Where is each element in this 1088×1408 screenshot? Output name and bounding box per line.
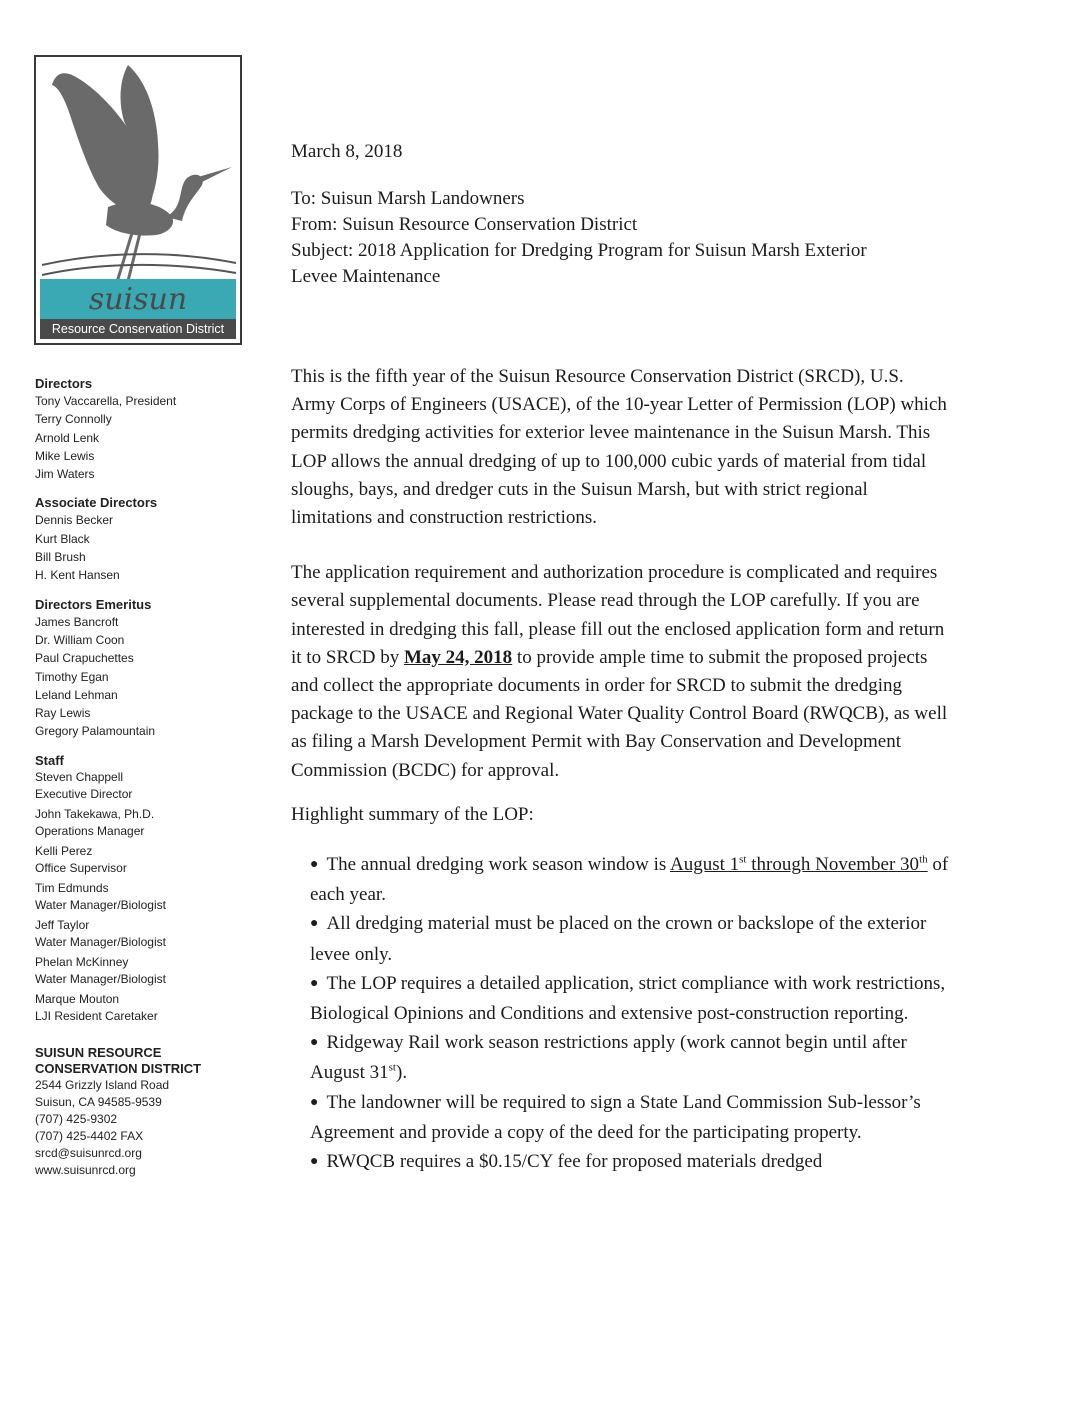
- bullet-icon: ●: [310, 975, 319, 991]
- bullet-icon: ●: [310, 1094, 319, 1110]
- staff-group: [35, 752, 255, 1025]
- bullet-icon: ●: [310, 1154, 319, 1170]
- org-website: www.suisunrcd.org: [35, 1162, 136, 1177]
- staff-name: Marque Mouton: [35, 991, 120, 1006]
- ordinal-suffix: th: [919, 853, 928, 866]
- staff-title: Operations Manager: [35, 823, 145, 838]
- staff-title: Water Manager/Biologist: [35, 897, 166, 912]
- bullet-icon: ●: [310, 1035, 319, 1051]
- letter-header: [291, 186, 951, 290]
- heron-neck-shape: [166, 175, 203, 221]
- application-deadline: May 24, 2018: [403, 646, 513, 668]
- director-name: Tony Vaccarella, President: [35, 394, 177, 408]
- logo-script-text: suisun: [88, 282, 188, 317]
- emeritus-name: Leland Lehman: [35, 687, 118, 702]
- bullet-text: All dredging material must be placed on the crown or backslope of the exterior levee only.: [310, 913, 927, 965]
- director-name: Jim Waters: [35, 467, 95, 482]
- marsh-lines-shape: [42, 254, 236, 275]
- org-address-street: 2544 Grizzly Island Road: [35, 1077, 170, 1092]
- bullet-text: RWQCB requires a $0.15/CY fee for proposed materials dredged: [326, 1151, 823, 1173]
- work-window-dates: [670, 854, 928, 875]
- bullet-text: ).: [396, 1062, 408, 1084]
- org-fax: (707) 425-4402 FAX: [35, 1128, 144, 1143]
- letter-from: From: Suisun Resource Conservation District: [291, 214, 638, 235]
- bullet-text: The landowner will be required to sign a State Land Commission Sub-lessor’s Agreement and provide a copy of the deed for the participating property.: [310, 1091, 921, 1143]
- emeritus-name: James Bancroft: [35, 614, 119, 629]
- emeritus-name: Dr. William Coon: [35, 632, 125, 647]
- org-address-city: Suisun, CA 94585-9539: [35, 1094, 162, 1109]
- staff-title: Office Supervisor: [35, 860, 127, 875]
- staff-member: [35, 806, 255, 840]
- letter-subject-line2: Levee Maintenance: [291, 266, 441, 287]
- staff-member: [35, 769, 255, 803]
- staff-member: [35, 880, 255, 914]
- staff-name: Phelan McKinney: [35, 954, 129, 969]
- highlight-intro: Highlight summary of the LOP:: [291, 803, 534, 825]
- letter-date: March 8, 2018: [291, 141, 403, 162]
- org-name-line2: CONSERVATION DISTRICT: [35, 1060, 202, 1076]
- list-item: [310, 1029, 951, 1087]
- paragraph-application: [291, 559, 951, 785]
- heron-body-shape: [106, 202, 173, 235]
- list-item: [310, 1089, 951, 1147]
- associate-directors-group: [35, 494, 255, 584]
- associate-directors-heading: Associate Directors: [35, 495, 158, 511]
- directors-emeritus-heading: Directors Emeritus: [35, 596, 152, 612]
- org-contact-block: [35, 1045, 255, 1179]
- associate-director-name: Kurt Black: [35, 531, 90, 546]
- director-name: Arnold Lenk: [35, 430, 100, 445]
- associate-director-name: H. Kent Hansen: [35, 568, 120, 583]
- paragraph-intro: This is the fifth year of the Suisun Resource Conservation District (SRCD), U.S. Army Corps of Engineers (USACE), of the 10-year Letter of Permission (LOP) which permits dredging activities for exterior levee maintenance in the Suisun Marsh. This LOP allows the annual dredging of up to 100,000 cubic yards of material from tidal sloughs, bays, and dredger cuts in the Suisun Marsh, but with strict regional limitations and construction restrictions.: [291, 366, 947, 529]
- heron-beak-shape: [198, 167, 232, 183]
- sidebar: [35, 375, 255, 1179]
- bullet-text: The LOP requires a detailed application, strict compliance with work restrictions, Biological Opinions and Conditions and extensive post-construction reporting.: [310, 972, 946, 1025]
- paragraph-application-text-2: to provide ample time to submit the proposed projects and collect the appropriate documents in order for SRCD to submit the dredging package to the USACE and Regional Water Quality Control Board (RWQCB), as well as filing a Marsh Development Permit with Bay Conservation and Development Commission (BCDC) for approval.: [291, 646, 948, 781]
- staff-name: John Takekawa, Ph.D.: [35, 806, 155, 821]
- staff-title: Water Manager/Biologist: [35, 934, 166, 949]
- heron-logo-graphic: [36, 57, 240, 343]
- staff-member: [35, 843, 255, 877]
- letter-to: To: Suisun Marsh Landowners: [291, 188, 525, 209]
- highlight-list: [291, 851, 951, 1178]
- logo: [34, 55, 242, 345]
- letter-body: [291, 138, 951, 1179]
- directors-heading: Directors: [35, 376, 93, 391]
- logo-caption: Resource Conservation District: [40, 319, 236, 339]
- staff-heading: Staff: [35, 752, 64, 768]
- director-name: Terry Connolly: [35, 412, 112, 427]
- ordinal-suffix: st: [388, 1062, 396, 1075]
- staff-title: Executive Director: [35, 786, 133, 801]
- staff-name: Steven Chappell: [35, 769, 124, 784]
- list-item: [310, 910, 951, 968]
- window-start: August 1: [670, 854, 740, 876]
- emeritus-name: Paul Crapuchettes: [35, 651, 134, 666]
- director-name: Mike Lewis: [35, 448, 95, 463]
- directors-group: [35, 375, 255, 483]
- emeritus-name: Gregory Palamountain: [35, 724, 156, 739]
- bullet-text: The annual dredging work season window is: [326, 854, 670, 876]
- staff-title: Water Manager/Biologist: [35, 971, 166, 986]
- window-end: through November 30: [746, 854, 920, 876]
- staff-name: Jeff Taylor: [35, 917, 90, 932]
- org-phone: (707) 425-9302: [35, 1111, 118, 1126]
- emeritus-name: Ray Lewis: [35, 706, 91, 721]
- staff-title: LJI Resident Caretaker: [35, 1008, 158, 1023]
- list-item: [310, 970, 951, 1028]
- staff-member: [35, 954, 255, 988]
- ordinal-suffix: st: [739, 853, 747, 866]
- staff-name: Kelli Perez: [35, 843, 93, 858]
- bullet-text: Ridgeway Rail work season restrictions apply (work cannot begin until after August 31: [310, 1032, 907, 1084]
- bullet-text: of each year.: [310, 854, 949, 906]
- bullet-icon: ●: [310, 857, 319, 873]
- directors-emeritus-group: [35, 596, 255, 741]
- org-name-line1: SUISUN RESOURCE: [35, 1044, 162, 1060]
- letter-subject-line1: Subject: 2018 Application for Dredging Program for Suisun Marsh Exterior: [291, 240, 867, 261]
- org-email: srcd@suisunrcd.org: [35, 1145, 142, 1160]
- staff-member: [35, 991, 255, 1025]
- bullet-icon: ●: [310, 916, 319, 932]
- staff-member: [35, 917, 255, 951]
- associate-director-name: Dennis Becker: [35, 513, 114, 528]
- emeritus-name: Timothy Egan: [35, 669, 109, 684]
- associate-director-name: Bill Brush: [35, 550, 86, 565]
- staff-name: Tim Edmunds: [35, 880, 109, 895]
- list-item: [310, 1148, 951, 1178]
- paragraph-application-text-1: The application requirement and authorization procedure is complicated and requires several supplemental documents. Please read through the LOP carefully. If you are interested in dredging this fall, please fill out the enclosed application form and return it to SRCD by: [291, 562, 945, 668]
- list-item: [310, 851, 951, 909]
